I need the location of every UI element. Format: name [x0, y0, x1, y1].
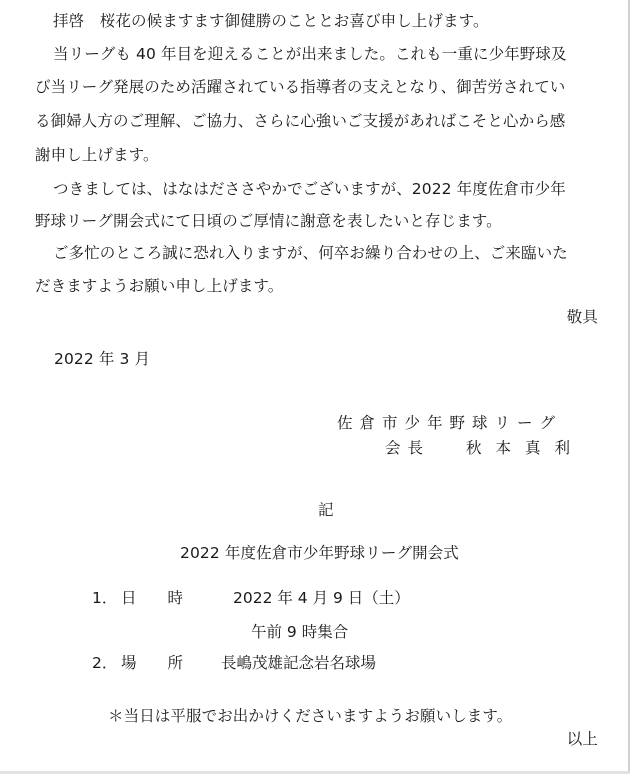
- para2-line-1: つきましては、はなはだささやかでございますが、2022 年度佐倉市少年: [53, 180, 566, 198]
- event-title: 2022 年度佐倉市少年野球リーグ開会式: [180, 544, 459, 562]
- para1-line-2: び当リーグ発展のため活躍されている指導者の支えとなり、御苦労されてい: [35, 78, 566, 96]
- para1-line-4: 謝申し上げます。: [35, 146, 159, 164]
- letter-date: 2022 年 3 月: [54, 350, 151, 368]
- ki-heading: 記: [318, 501, 334, 519]
- item-1-number: 1．: [92, 589, 118, 607]
- para1-line-1: 当リーグも 40 年目を迎えることが出来ました。これも一重に少年野球及: [53, 45, 567, 63]
- sender-name: 秋本真利: [466, 439, 585, 457]
- closing-keigu: 敬具: [566, 308, 598, 326]
- item-1-value: 2022 年 4 月 9 日（土）: [233, 589, 410, 607]
- para3-line-2: だきますようお願い申し上げます。: [35, 277, 284, 295]
- sender-title: 会長: [385, 439, 431, 457]
- para3-line-1: ご多忙のところ誠に恐れ入りますが、何卒お繰り合わせの上、ご来臨いた: [53, 244, 568, 262]
- item-1-label: 日 時: [121, 589, 184, 607]
- para2-line-2: 野球リーグ開会式にて日頃のご厚情に謝意を表したいと存じます。: [35, 212, 502, 230]
- end-ijou: 以上: [566, 730, 598, 748]
- item-2-number: 2．: [92, 654, 118, 672]
- greeting-line: 拝啓 桜花の候ますます御健勝のこととお喜び申し上げます。: [53, 12, 489, 30]
- sender-organization: 佐倉市少年野球リーグ: [337, 414, 563, 432]
- item-2-value: 長嶋茂雄記念岩名球場: [221, 654, 377, 672]
- item-1-subvalue: 午前 9 時集合: [251, 623, 349, 641]
- para1-line-3: る御婦人方のご理解、ご協力、さらに心強いご支援があればこそと心から感: [35, 112, 566, 130]
- attire-note: ＊当日は平服でお出かけくださいますようお願いします。: [108, 707, 513, 725]
- item-2-label: 場 所: [121, 654, 184, 672]
